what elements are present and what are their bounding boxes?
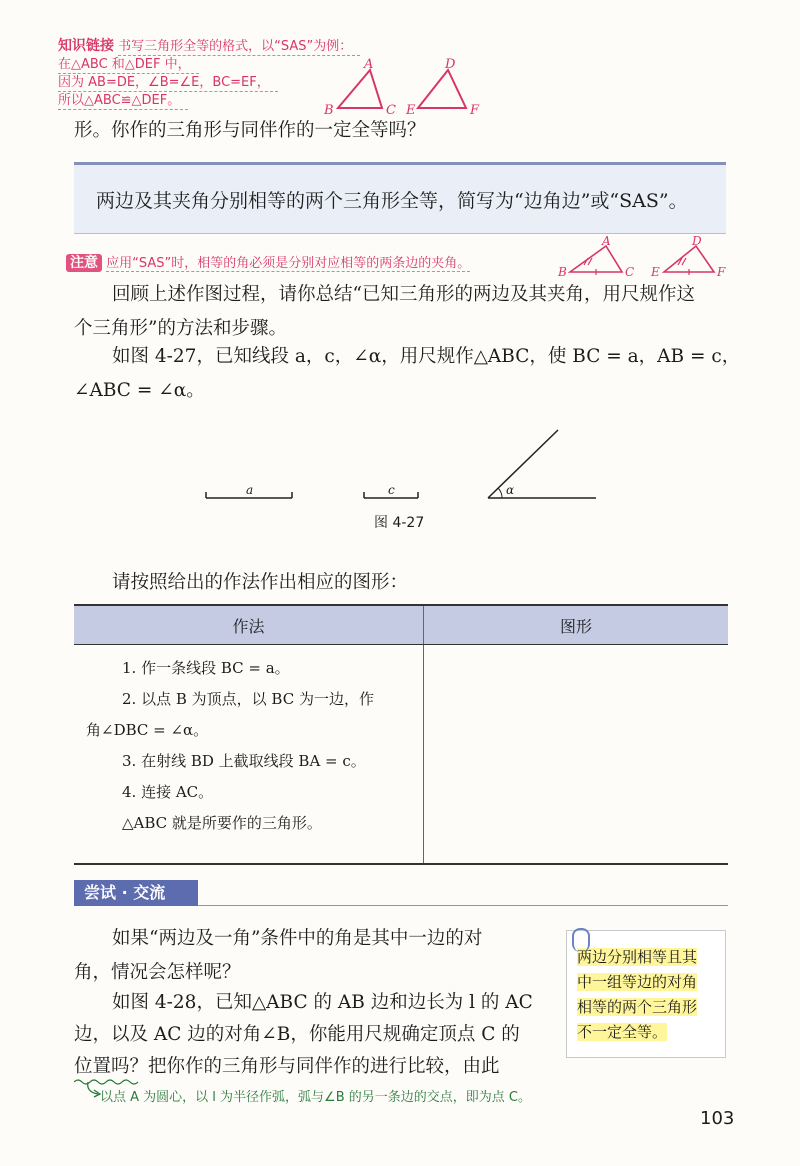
knowledge-link-title: 书写三角形全等的格式，以“SAS”为例： <box>118 38 360 56</box>
paperclip-icon <box>572 928 590 952</box>
try-section-tag: 尝试 · 交流 <box>74 880 198 906</box>
label-D: D <box>445 58 456 72</box>
knowledge-link-line2: 因为 AB=DE，∠B=∠E，BC=EF， <box>58 74 278 92</box>
try-paragraph-2-line2: 边，以及 AC 边的对角∠B，你能用尺规确定顶点 C 的 <box>74 1024 520 1045</box>
label-c: c <box>388 483 395 497</box>
step-3: 3. 在射线 BD 上截取线段 BA = c。 <box>122 752 366 770</box>
try-paragraph-1-line2: 角，情况会怎样呢？ <box>74 962 241 983</box>
margin-note-line3: 相等的两个三角形 <box>577 998 698 1016</box>
hint-text: 以点 A 为圆心，以 l 为半径作弧，弧与∠B 的另一条边的交点，即为点 C。 <box>100 1090 531 1105</box>
step-2: 2. 以点 B 为顶点，以 BC 为一边，作 <box>122 690 374 708</box>
step-1: 1. 作一条线段 BC = a。 <box>122 659 290 677</box>
margin-note-line2: 中一组等边的对角 <box>577 973 698 991</box>
margin-note <box>566 930 726 1058</box>
note-label-E: E <box>651 265 660 279</box>
paragraph-2-line2: 个三角形”的方法和步骤。 <box>74 318 287 339</box>
try-paragraph-2-line1: 如图 4-28，已知△ABC 的 AB 边和边长为 l 的 AC <box>112 992 533 1013</box>
paragraph-4: 请按照给出的作法作出相应的图形： <box>112 572 409 593</box>
note-label-B: B <box>558 265 567 279</box>
paragraph-3-line2: ∠ABC = ∠α。 <box>74 380 205 401</box>
figure-4-27 <box>196 424 616 508</box>
triangle-def <box>418 70 466 108</box>
step-conclusion: △ABC 就是所要作的三角形。 <box>122 814 322 832</box>
knowledge-link-line1: 在△ABC 和△DEF 中， <box>58 56 199 74</box>
knowledge-link-tag: 知识链接 <box>58 38 114 54</box>
table-header-method: 作法 <box>74 605 424 645</box>
note-text: 应用“SAS”时，相等的角必须是分别对应相等的两条边的夹角。 <box>106 256 471 271</box>
method-steps <box>74 645 424 865</box>
margin-note-line4: 不一定全等。 <box>577 1023 668 1041</box>
figure-caption: 图 4-27 <box>374 515 425 531</box>
note-label-F: F <box>717 265 726 279</box>
note <box>66 252 470 272</box>
paragraph-2-line1: 回顾上述作图过程，请你总结“已知三角形的两边及其夹角，用尺规作这 <box>112 284 695 305</box>
knowledge-link-line3: 所以△ABC≌△DEF。 <box>58 92 188 110</box>
label-alpha: α <box>506 483 515 497</box>
congruent-triangles-diagram <box>318 58 488 116</box>
divider <box>198 905 728 906</box>
try-paragraph-2-line3: 位置吗？把你作的三角形与同伴作的进行比较，由此 <box>74 1056 500 1077</box>
note-label-C: C <box>625 265 635 279</box>
paragraph-3-line1: 如图 4-27，已知线段 a，c，∠α，用尺规作△ABC，使 BC = a，AB = c， <box>112 346 741 367</box>
tick-mark <box>682 258 686 265</box>
label-F: F <box>470 103 480 116</box>
note-triangle-def <box>664 246 714 272</box>
step-4: 4. 连接 AC。 <box>122 783 214 801</box>
note-tag: 注意 <box>66 254 102 272</box>
note-label-D: D <box>692 236 702 248</box>
note-triangle-abc <box>570 246 622 272</box>
sas-definition: 两边及其夹角分别相等的两个三角形全等，简写为“边角边”或“SAS”。 <box>74 162 726 234</box>
label-A: A <box>364 58 374 72</box>
label-C: C <box>386 103 396 116</box>
page-number: 103 <box>700 1108 735 1129</box>
label-B: B <box>324 103 334 116</box>
label-E: E <box>406 103 416 116</box>
table-header-figure: 图形 <box>424 605 729 645</box>
step-2-cont: 角∠DBC = ∠α。 <box>86 721 209 739</box>
construction-table <box>74 604 728 865</box>
note-triangles-diagram <box>556 236 732 280</box>
label-a: a <box>246 483 254 497</box>
paragraph-1: 形。你作的三角形与同伴作的一定全等吗？ <box>74 120 426 141</box>
try-paragraph-1-line1: 如果“两边及一角”条件中的角是其中一边的对 <box>112 928 483 949</box>
triangle-abc <box>338 70 382 108</box>
angle-alpha <box>488 430 596 498</box>
figure-drawing-area[interactable] <box>424 645 729 865</box>
margin-note-line1: 两边分别相等且其 <box>577 948 698 966</box>
note-label-A: A <box>602 236 611 248</box>
